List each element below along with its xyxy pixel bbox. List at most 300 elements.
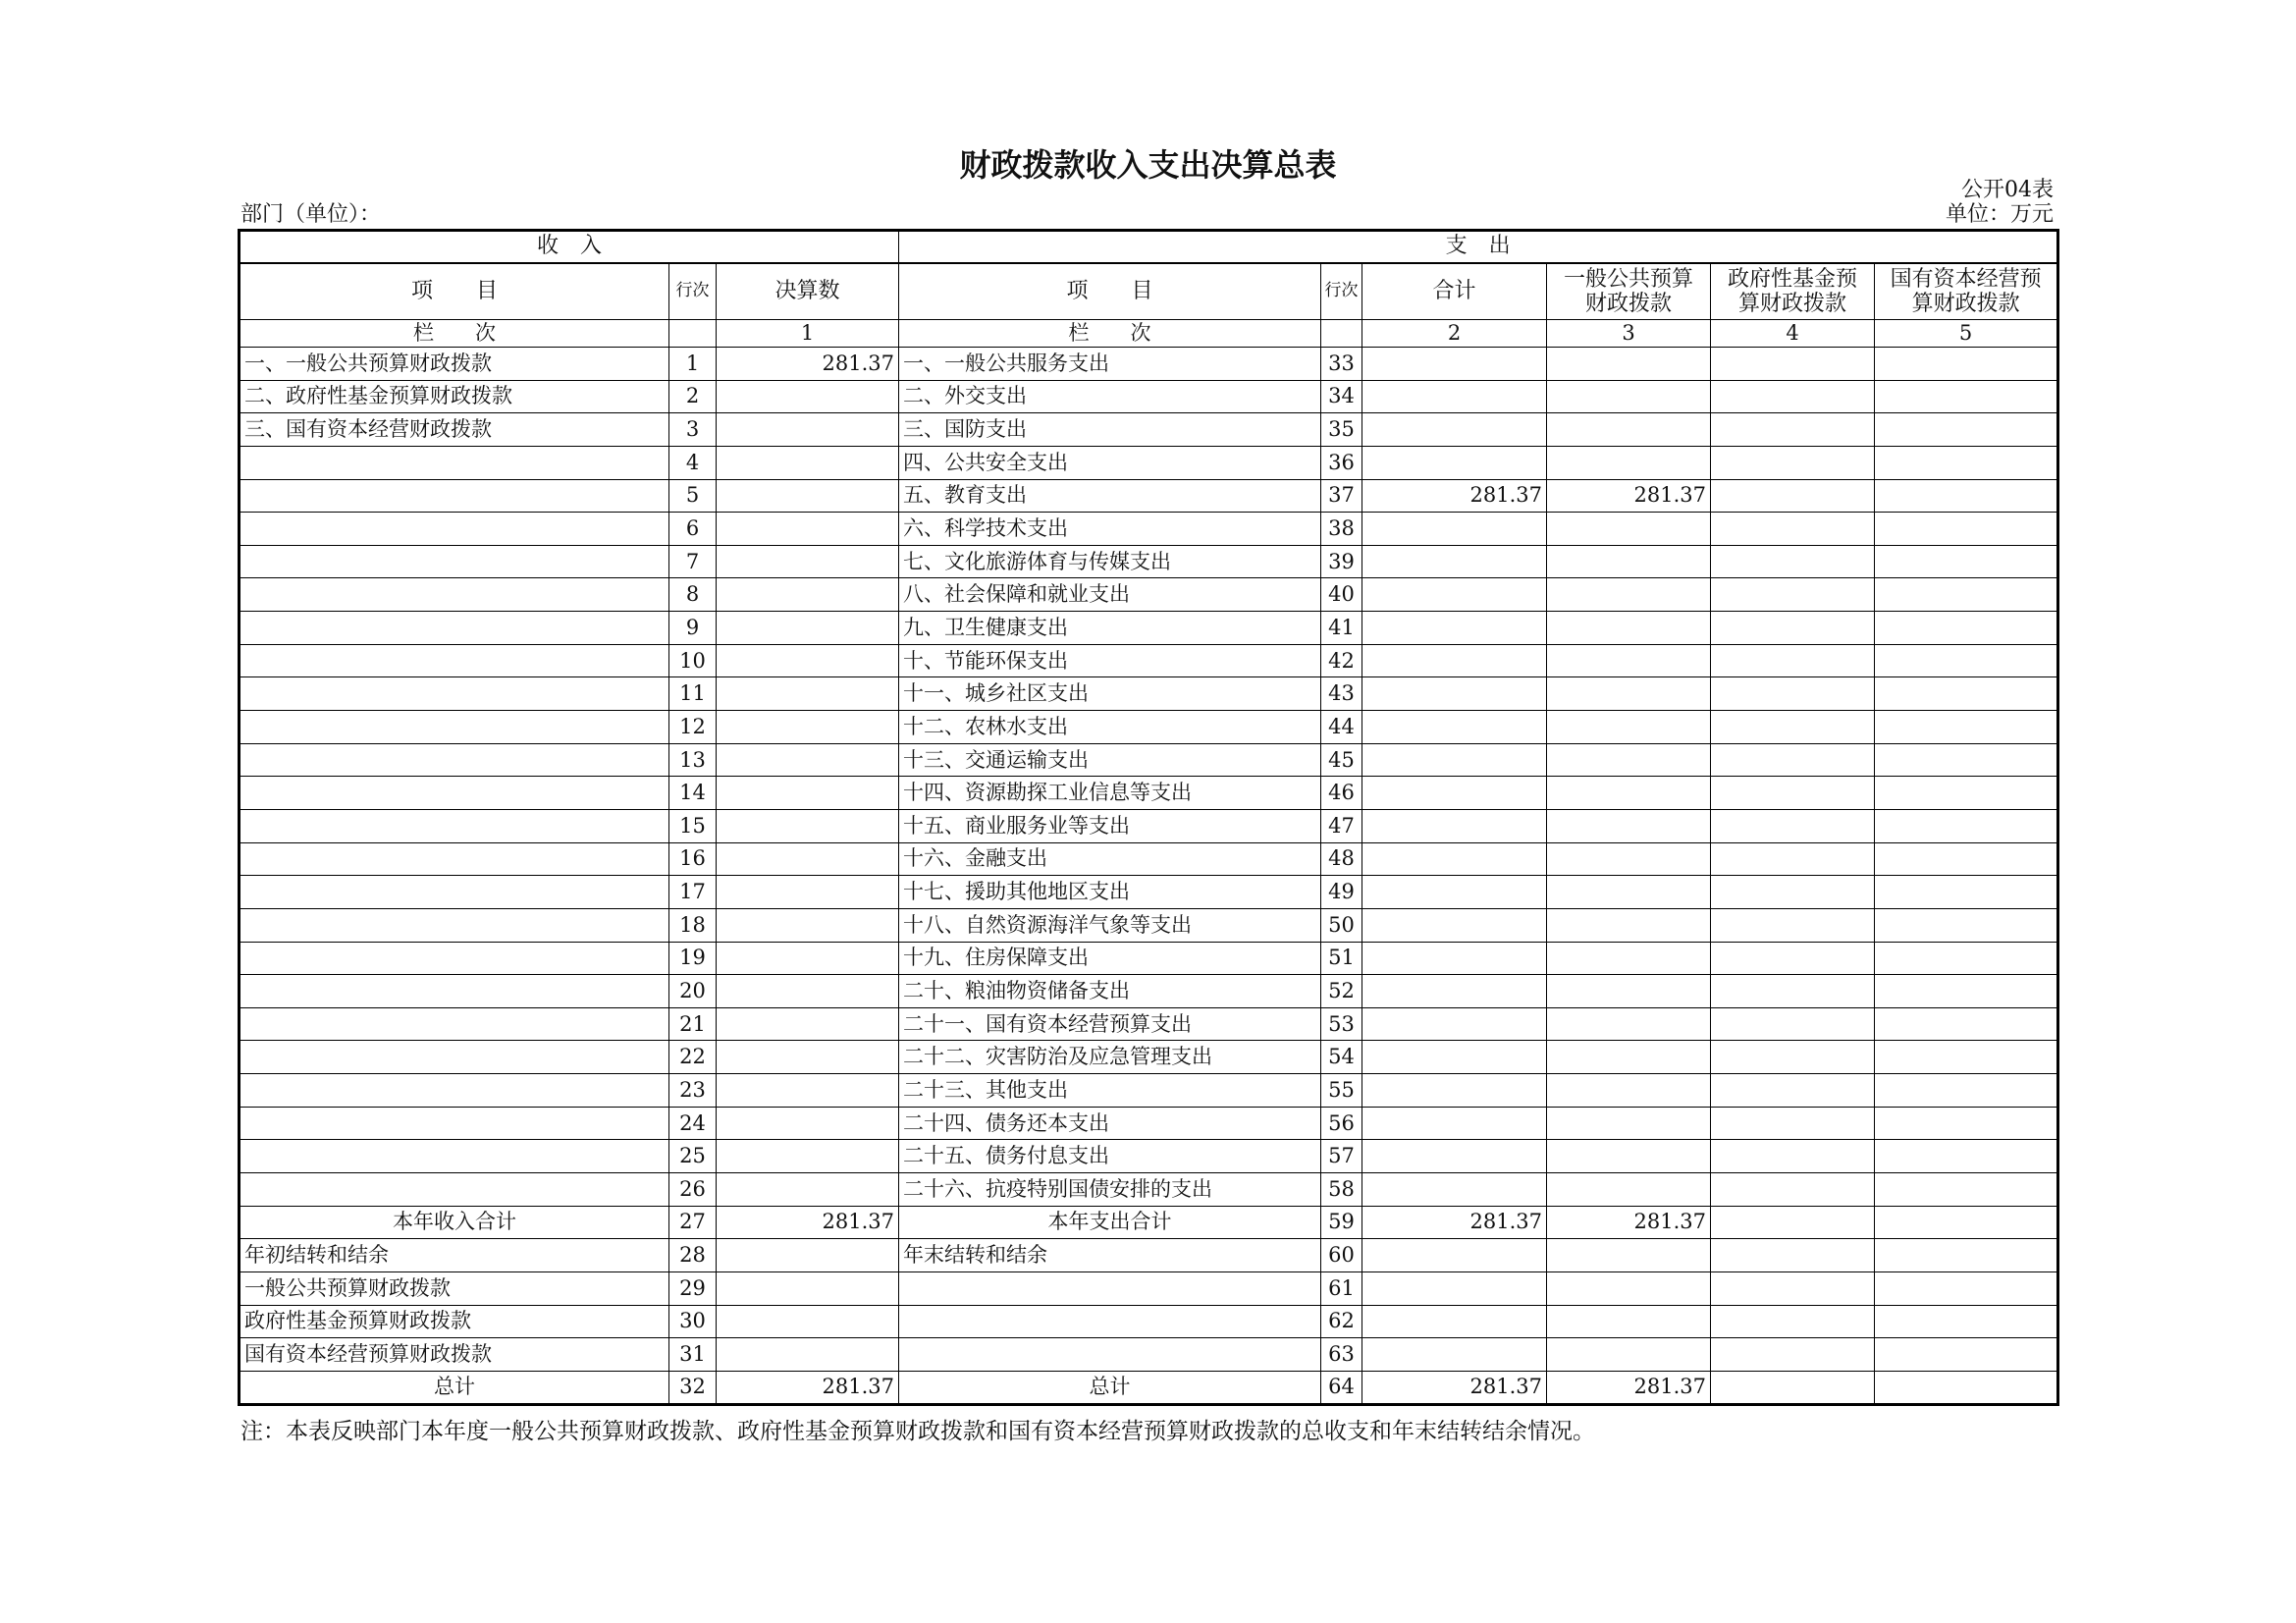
table-row (240, 942, 2058, 975)
income-amount (717, 1173, 899, 1207)
expense-total (1362, 1140, 1547, 1173)
expense-row-no: 57 (1321, 1140, 1362, 1173)
expense-state-capital (1875, 1371, 2058, 1404)
expense-row-no: 35 (1321, 413, 1362, 447)
table-body (240, 348, 2058, 1405)
income-amount (717, 975, 899, 1008)
expense-item: 十一、城乡社区支出 (899, 677, 1321, 711)
column-index-row (240, 320, 2058, 348)
expense-item: 六、科学技术支出 (899, 513, 1321, 546)
table-row (240, 777, 2058, 810)
expense-row-no: 45 (1321, 743, 1362, 777)
state-capital-header: 国有资本经营预 算财政拨款 (1875, 263, 2058, 320)
income-row-no: 23 (669, 1074, 717, 1108)
expense-state-capital (1875, 479, 2058, 513)
expense-general-budget (1547, 1074, 1711, 1108)
income-item (240, 545, 669, 578)
expense-gov-fund (1711, 908, 1875, 942)
table-row (240, 545, 2058, 578)
expense-state-capital (1875, 711, 2058, 744)
expense-state-capital (1875, 842, 2058, 876)
table-row (240, 1007, 2058, 1041)
income-amount (717, 545, 899, 578)
expense-total (1362, 777, 1547, 810)
expense-item: 三、国防支出 (899, 413, 1321, 447)
income-row-no: 3 (669, 413, 717, 447)
expense-state-capital (1875, 1239, 2058, 1272)
expense-row-no: 50 (1321, 908, 1362, 942)
table-row (240, 743, 2058, 777)
expense-state-capital (1875, 1271, 2058, 1305)
income-row-no: 14 (669, 777, 717, 810)
expense-gov-fund (1711, 1271, 1875, 1305)
income-item (240, 612, 669, 645)
expense-total (1362, 1305, 1547, 1338)
table-row (240, 1305, 2058, 1338)
table-row (240, 644, 2058, 677)
expense-item: 一、一般公共服务支出 (899, 348, 1321, 381)
expense-state-capital (1875, 809, 2058, 842)
income-row-no: 22 (669, 1041, 717, 1074)
expense-row-no: 61 (1321, 1271, 1362, 1305)
expense-total: 281.37 (1362, 1371, 1547, 1404)
expense-total (1362, 711, 1547, 744)
table-row (240, 842, 2058, 876)
expense-gov-fund (1711, 1007, 1875, 1041)
expense-gov-fund (1711, 1041, 1875, 1074)
expense-row-no: 47 (1321, 809, 1362, 842)
income-item: 总计 (240, 1371, 669, 1404)
expense-gov-fund (1711, 578, 1875, 612)
expense-gov-fund (1711, 1074, 1875, 1108)
column-header-row (240, 263, 2058, 320)
expense-general-budget (1547, 1271, 1711, 1305)
expense-total (1362, 380, 1547, 413)
income-amount (717, 908, 899, 942)
income-item: 本年收入合计 (240, 1206, 669, 1239)
table-row (240, 1371, 2058, 1404)
income-amount (717, 578, 899, 612)
expense-total (1362, 942, 1547, 975)
income-amount (717, 809, 899, 842)
table-row (240, 1239, 2058, 1272)
expense-general-budget (1547, 777, 1711, 810)
expense-total (1362, 513, 1547, 546)
expense-item: 二、外交支出 (899, 380, 1321, 413)
income-item (240, 942, 669, 975)
expense-item: 十八、自然资源海洋气象等支出 (899, 908, 1321, 942)
expense-gov-fund (1711, 348, 1875, 381)
expense-item: 二十五、债务付息支出 (899, 1140, 1321, 1173)
table-row (240, 612, 2058, 645)
expense-general-budget (1547, 513, 1711, 546)
income-row-no: 2 (669, 380, 717, 413)
expense-gov-fund (1711, 413, 1875, 447)
expense-item: 总计 (899, 1371, 1321, 1404)
income-amount (717, 1041, 899, 1074)
expense-total (1362, 743, 1547, 777)
income-amount (717, 513, 899, 546)
income-amount (717, 612, 899, 645)
income-amount (717, 1305, 899, 1338)
income-amount (717, 876, 899, 909)
income-amount (717, 1107, 899, 1140)
expense-item: 二十、粮油物资储备支出 (899, 975, 1321, 1008)
expense-total (1362, 578, 1547, 612)
gov-fund-header: 政府性基金预 算财政拨款 (1711, 263, 1875, 320)
table-row (240, 1271, 2058, 1305)
expense-general-budget (1547, 1041, 1711, 1074)
income-row-no: 15 (669, 809, 717, 842)
income-row-no: 11 (669, 677, 717, 711)
expense-row-no: 64 (1321, 1371, 1362, 1404)
expense-general-budget (1547, 644, 1711, 677)
expense-state-capital (1875, 380, 2058, 413)
income-amount: 281.37 (717, 1206, 899, 1239)
expense-total (1362, 413, 1547, 447)
expense-row-no: 48 (1321, 842, 1362, 876)
income-item (240, 479, 669, 513)
expense-row-no: 59 (1321, 1206, 1362, 1239)
expense-item: 五、教育支出 (899, 479, 1321, 513)
expense-row-no: 54 (1321, 1041, 1362, 1074)
expense-total (1362, 1007, 1547, 1041)
income-item: 国有资本经营预算财政拨款 (240, 1338, 669, 1372)
expense-item: 九、卫生健康支出 (899, 612, 1321, 645)
income-item (240, 578, 669, 612)
expense-row-no: 44 (1321, 711, 1362, 744)
expense-gov-fund (1711, 446, 1875, 479)
column-number-4: 4 (1711, 320, 1875, 348)
total-header: 合计 (1362, 263, 1547, 320)
expense-row-no: 42 (1321, 644, 1362, 677)
table-row (240, 809, 2058, 842)
column-number-3: 3 (1547, 320, 1711, 348)
expense-item: 十六、金融支出 (899, 842, 1321, 876)
income-row-no-header: 行次 (669, 263, 717, 320)
expense-general-budget (1547, 348, 1711, 381)
expense-total (1362, 876, 1547, 909)
expense-state-capital (1875, 513, 2058, 546)
expense-state-capital (1875, 777, 2058, 810)
expense-row-no: 51 (1321, 942, 1362, 975)
table-row (240, 446, 2058, 479)
expense-item (899, 1338, 1321, 1372)
income-amount (717, 1239, 899, 1272)
income-row-no: 10 (669, 644, 717, 677)
expense-gov-fund (1711, 942, 1875, 975)
income-column-index-label: 栏 次 (240, 320, 669, 348)
income-column-index-blank (669, 320, 717, 348)
expense-gov-fund (1711, 1107, 1875, 1140)
expense-row-no: 52 (1321, 975, 1362, 1008)
expense-state-capital (1875, 1041, 2058, 1074)
income-amount (717, 380, 899, 413)
expense-item: 十九、住房保障支出 (899, 942, 1321, 975)
expense-row-no: 53 (1321, 1007, 1362, 1041)
income-amount (717, 777, 899, 810)
income-item (240, 908, 669, 942)
column-number-5: 5 (1875, 320, 2058, 348)
income-row-no: 30 (669, 1305, 717, 1338)
expense-gov-fund (1711, 1173, 1875, 1207)
expense-gov-fund (1711, 777, 1875, 810)
expense-state-capital (1875, 677, 2058, 711)
expense-item: 本年支出合计 (899, 1206, 1321, 1239)
expense-general-budget (1547, 1173, 1711, 1207)
expense-item: 十二、农林水支出 (899, 711, 1321, 744)
income-row-no: 24 (669, 1107, 717, 1140)
expense-row-no: 38 (1321, 513, 1362, 546)
income-item-header: 项 目 (240, 263, 669, 320)
expense-general-budget (1547, 809, 1711, 842)
expense-gov-fund (1711, 677, 1875, 711)
expense-total (1362, 612, 1547, 645)
column-number-2: 2 (1362, 320, 1547, 348)
expense-general-budget (1547, 612, 1711, 645)
expense-row-no: 39 (1321, 545, 1362, 578)
expense-state-capital (1875, 446, 2058, 479)
expense-row-no: 62 (1321, 1305, 1362, 1338)
general-budget-header: 一般公共预算 财政拨款 (1547, 263, 1711, 320)
table-row (240, 413, 2058, 447)
expense-general-budget (1547, 842, 1711, 876)
income-item (240, 1074, 669, 1108)
income-item (240, 1140, 669, 1173)
expense-total (1362, 1338, 1547, 1372)
expense-row-no: 49 (1321, 876, 1362, 909)
expense-gov-fund (1711, 1206, 1875, 1239)
table-row (240, 1041, 2058, 1074)
expense-general-budget (1547, 711, 1711, 744)
income-row-no: 26 (669, 1173, 717, 1207)
expense-gov-fund (1711, 545, 1875, 578)
expense-item: 年末结转和结余 (899, 1239, 1321, 1272)
expense-state-capital (1875, 1173, 2058, 1207)
expense-general-budget (1547, 677, 1711, 711)
income-row-no: 27 (669, 1206, 717, 1239)
income-row-no: 31 (669, 1338, 717, 1372)
expense-gov-fund (1711, 1371, 1875, 1404)
expense-item: 二十四、债务还本支出 (899, 1107, 1321, 1140)
income-item: 二、政府性基金预算财政拨款 (240, 380, 669, 413)
expense-item-header: 项 目 (899, 263, 1321, 320)
income-row-no: 18 (669, 908, 717, 942)
expense-row-no: 60 (1321, 1239, 1362, 1272)
income-row-no: 17 (669, 876, 717, 909)
expense-state-capital (1875, 1305, 2058, 1338)
expense-total (1362, 1074, 1547, 1108)
expense-total (1362, 1041, 1547, 1074)
income-item (240, 1107, 669, 1140)
expense-total: 281.37 (1362, 1206, 1547, 1239)
expense-gov-fund (1711, 1140, 1875, 1173)
income-row-no: 25 (669, 1140, 717, 1173)
expense-gov-fund (1711, 1305, 1875, 1338)
expense-state-capital (1875, 1206, 2058, 1239)
expense-state-capital (1875, 545, 2058, 578)
expense-total (1362, 644, 1547, 677)
income-item: 政府性基金预算财政拨款 (240, 1305, 669, 1338)
expense-general-budget (1547, 876, 1711, 909)
table-row (240, 348, 2058, 381)
income-row-no: 20 (669, 975, 717, 1008)
expense-gov-fund (1711, 842, 1875, 876)
income-item (240, 777, 669, 810)
expense-state-capital (1875, 1338, 2058, 1372)
table-row (240, 1173, 2058, 1207)
expense-item: 二十三、其他支出 (899, 1074, 1321, 1108)
income-section-header: 收 入 (240, 231, 899, 263)
income-amount (717, 711, 899, 744)
income-item: 一般公共预算财政拨款 (240, 1271, 669, 1305)
expense-item: 四、公共安全支出 (899, 446, 1321, 479)
expense-item: 七、文化旅游体育与传媒支出 (899, 545, 1321, 578)
income-item: 一、一般公共预算财政拨款 (240, 348, 669, 381)
expense-general-budget (1547, 545, 1711, 578)
expense-row-no: 58 (1321, 1173, 1362, 1207)
income-item (240, 809, 669, 842)
expense-general-budget (1547, 942, 1711, 975)
expense-total (1362, 446, 1547, 479)
expense-state-capital (1875, 612, 2058, 645)
expense-total (1362, 908, 1547, 942)
income-row-no: 13 (669, 743, 717, 777)
expense-row-no: 37 (1321, 479, 1362, 513)
expense-state-capital (1875, 942, 2058, 975)
expense-state-capital (1875, 348, 2058, 381)
income-row-no: 7 (669, 545, 717, 578)
income-row-no: 9 (669, 612, 717, 645)
table-row (240, 1206, 2058, 1239)
expense-gov-fund (1711, 479, 1875, 513)
expense-general-budget (1547, 975, 1711, 1008)
income-amount (717, 1271, 899, 1305)
expense-item: 二十一、国有资本经营预算支出 (899, 1007, 1321, 1041)
income-row-no: 12 (669, 711, 717, 744)
expense-total (1362, 1173, 1547, 1207)
expense-gov-fund (1711, 612, 1875, 645)
section-header-row (240, 231, 2058, 263)
department-label: 部门（单位）： (240, 202, 382, 227)
income-item: 三、国有资本经营财政拨款 (240, 413, 669, 447)
income-amount: 281.37 (717, 1371, 899, 1404)
expense-general-budget (1547, 446, 1711, 479)
expense-item: 十、节能环保支出 (899, 644, 1321, 677)
expense-total (1362, 975, 1547, 1008)
expense-row-no: 36 (1321, 446, 1362, 479)
expense-general-budget (1547, 413, 1711, 447)
income-item (240, 711, 669, 744)
income-row-no: 29 (669, 1271, 717, 1305)
expense-state-capital (1875, 1140, 2058, 1173)
expense-total (1362, 1271, 1547, 1305)
expense-general-budget: 281.37 (1547, 1206, 1711, 1239)
income-item (240, 446, 669, 479)
table-row (240, 1107, 2058, 1140)
expense-gov-fund (1711, 513, 1875, 546)
unit-label: 单位：万元 (1945, 202, 2054, 227)
expense-item (899, 1305, 1321, 1338)
expense-state-capital (1875, 1074, 2058, 1108)
table-row (240, 876, 2058, 909)
expense-gov-fund (1711, 711, 1875, 744)
income-amount (717, 743, 899, 777)
expense-state-capital (1875, 743, 2058, 777)
expense-row-no: 63 (1321, 1338, 1362, 1372)
table-row (240, 908, 2058, 942)
expense-general-budget (1547, 1007, 1711, 1041)
expense-row-no: 33 (1321, 348, 1362, 381)
table-row (240, 1074, 2058, 1108)
expense-row-no: 34 (1321, 380, 1362, 413)
expense-total (1362, 1239, 1547, 1272)
income-amount (717, 1338, 899, 1372)
expense-total (1362, 842, 1547, 876)
expense-row-no: 55 (1321, 1074, 1362, 1108)
income-amount (717, 942, 899, 975)
income-amount (717, 413, 899, 447)
expense-column-index-blank (1321, 320, 1362, 348)
expense-total (1362, 545, 1547, 578)
table-row (240, 711, 2058, 744)
expense-state-capital (1875, 578, 2058, 612)
income-row-no: 32 (669, 1371, 717, 1404)
income-item (240, 1041, 669, 1074)
fiscal-appropriation-table (238, 229, 2059, 1406)
expense-general-budget (1547, 380, 1711, 413)
expense-state-capital (1875, 975, 2058, 1008)
income-item (240, 876, 669, 909)
expense-item: 二十二、灾害防治及应急管理支出 (899, 1041, 1321, 1074)
income-row-no: 16 (669, 842, 717, 876)
income-row-no: 19 (669, 942, 717, 975)
table-note: 注：本表反映部门本年度一般公共预算财政拨款、政府性基金预算财政拨款和国有资本经营预算财政拨款的总收支和年末结转结余情况。 (240, 1419, 1595, 1444)
table-row (240, 479, 2058, 513)
expense-total (1362, 1107, 1547, 1140)
expense-row-no: 56 (1321, 1107, 1362, 1140)
expense-row-no: 43 (1321, 677, 1362, 711)
expense-state-capital (1875, 908, 2058, 942)
income-row-no: 6 (669, 513, 717, 546)
income-amount (717, 1140, 899, 1173)
expense-general-budget (1547, 1140, 1711, 1173)
income-amount (717, 479, 899, 513)
expense-gov-fund (1711, 975, 1875, 1008)
expense-general-budget (1547, 908, 1711, 942)
form-number: 公开04表 (1961, 178, 2054, 202)
income-row-no: 5 (669, 479, 717, 513)
expense-item: 八、社会保障和就业支出 (899, 578, 1321, 612)
income-amount: 281.37 (717, 348, 899, 381)
table-row (240, 513, 2058, 546)
expense-row-no: 46 (1321, 777, 1362, 810)
column-number-1: 1 (717, 320, 899, 348)
expense-gov-fund (1711, 809, 1875, 842)
income-item (240, 743, 669, 777)
table-row (240, 677, 2058, 711)
expense-gov-fund (1711, 1338, 1875, 1372)
income-row-no: 21 (669, 1007, 717, 1041)
expense-item: 十七、援助其他地区支出 (899, 876, 1321, 909)
income-amount (717, 1007, 899, 1041)
income-amount (717, 842, 899, 876)
expense-general-budget (1547, 1239, 1711, 1272)
income-row-no: 1 (669, 348, 717, 381)
expense-item: 十三、交通运输支出 (899, 743, 1321, 777)
expense-row-no: 40 (1321, 578, 1362, 612)
expense-gov-fund (1711, 743, 1875, 777)
